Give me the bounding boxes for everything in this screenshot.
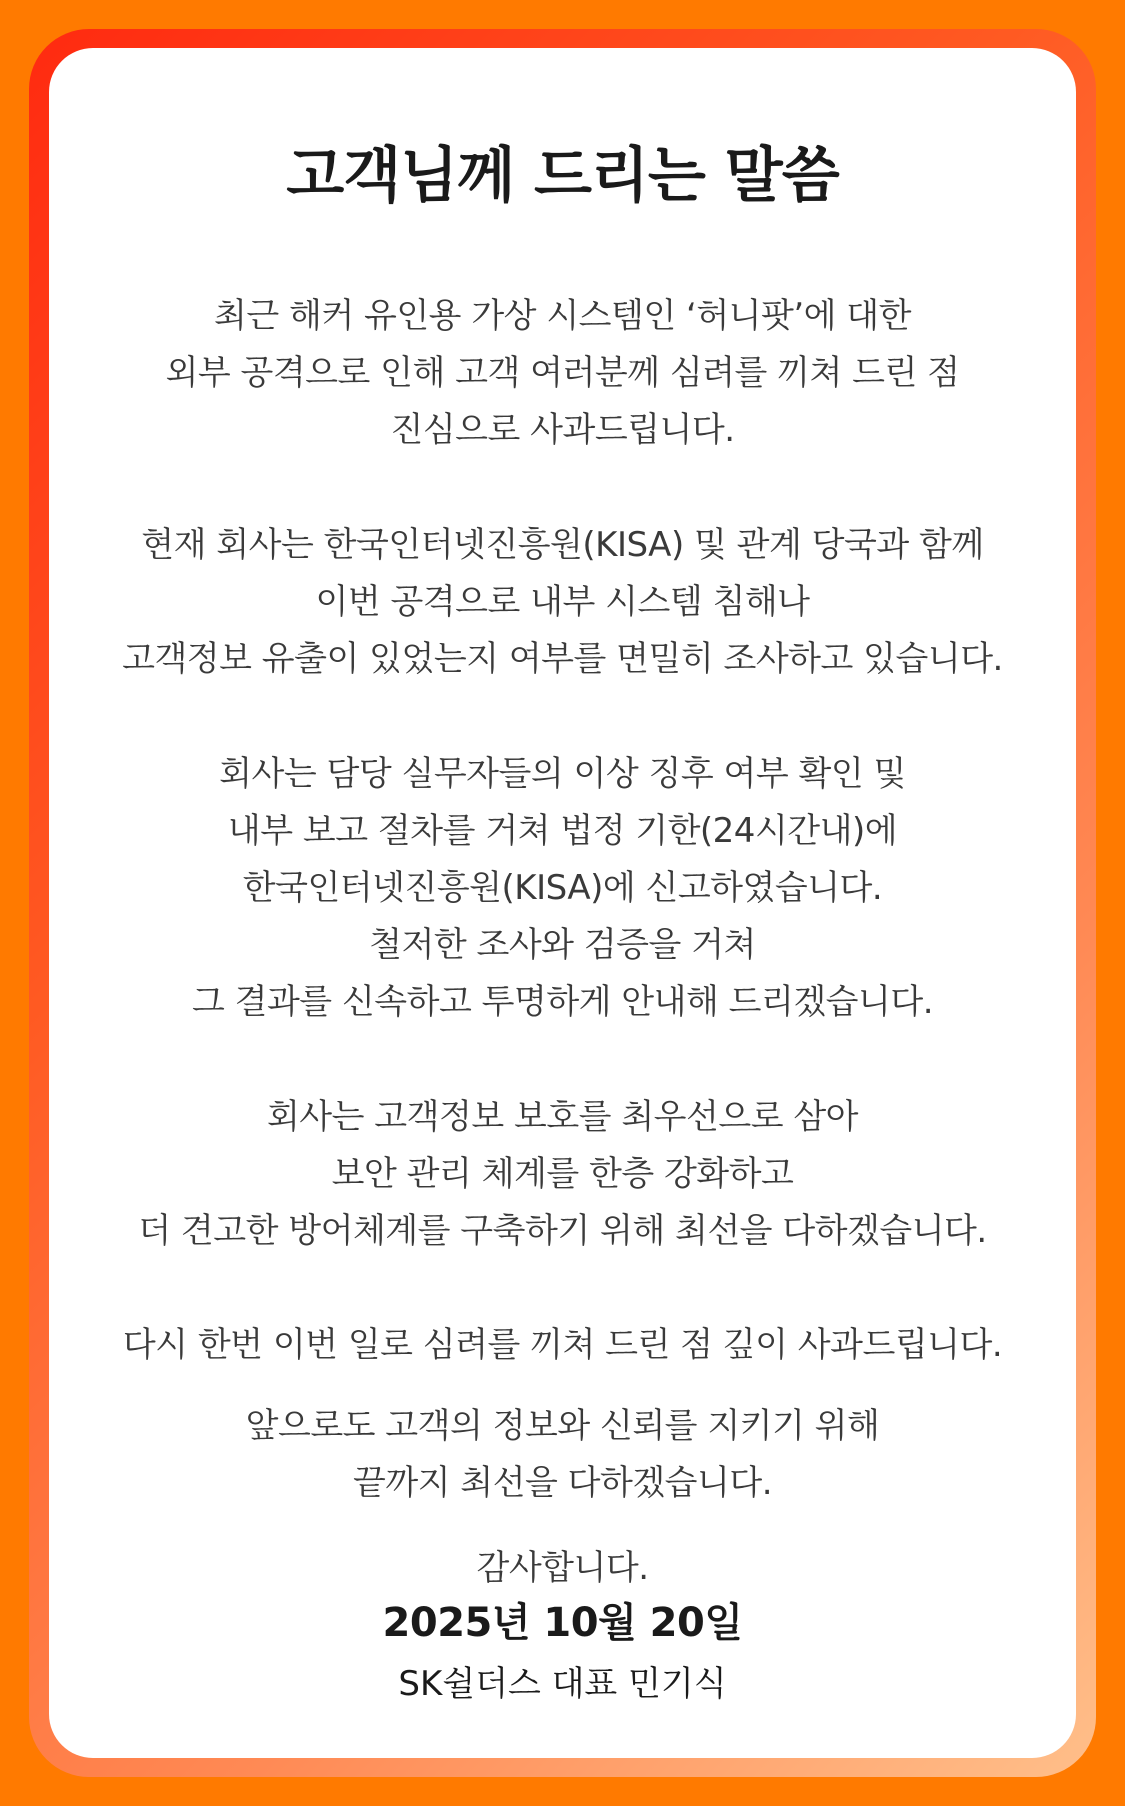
notice-line-16: 앞으로도 고객의 정보와 신뢰를 지키기 위해 [245, 1406, 880, 1446]
notice-line-9: 한국인터넷진흥원(KISA)에 신고하였습니다. [242, 868, 883, 908]
notice-line-14: 더 견고한 방어체계를 구축하기 위해 최선을 다하겠습니다. [138, 1211, 987, 1251]
notice-line-1: 최근 해커 유인용 가상 시스템인 ‘허니팟’에 대한 [214, 296, 911, 336]
notice-line-2: 외부 공격으로 인해 고객 여러분께 심려를 끼쳐 드린 점 [165, 353, 960, 393]
notice-line-15: 다시 한번 이번 일로 심려를 끼쳐 드린 점 깊이 사과드립니다. [122, 1325, 1003, 1365]
notice-line-5: 이번 공격으로 내부 시스템 침해나 [315, 582, 810, 622]
notice-line-17: 끝까지 최선을 다하겠습니다. [352, 1463, 773, 1503]
notice-line-8: 내부 보고 절차를 거쳐 법정 기한(24시간내)에 [227, 811, 898, 851]
notice-card [49, 48, 1076, 1758]
notice-line-11: 그 결과를 신속하고 투명하게 안내해 드리겠습니다. [191, 982, 934, 1022]
notice-line-7: 회사는 담당 실무자들의 이상 징후 여부 확인 및 [219, 754, 906, 794]
notice-line-3: 진심으로 사과드립니다. [390, 410, 735, 450]
notice-line-4: 현재 회사는 한국인터넷진흥원(KISA) 및 관계 당국과 함께 [141, 525, 984, 565]
notice-line-10: 철저한 조사와 검증을 거쳐 [369, 925, 756, 965]
notice-date: 2025년 10월 20일 [382, 1600, 743, 1646]
notice-line-6: 고객정보 유출이 있었는지 여부를 면밀히 조사하고 있습니다. [122, 639, 1003, 679]
notice-line-18: 감사합니다. [476, 1548, 649, 1588]
notice-title: 고객님께 드리는 말씀 [286, 141, 839, 211]
notice-line-12: 회사는 고객정보 보호를 최우선으로 삼아 [266, 1097, 859, 1137]
notice-line-13: 보안 관리 체계를 한층 강화하고 [331, 1154, 794, 1194]
notice-signer: SK쉴더스 대표 민기식 [398, 1664, 727, 1704]
